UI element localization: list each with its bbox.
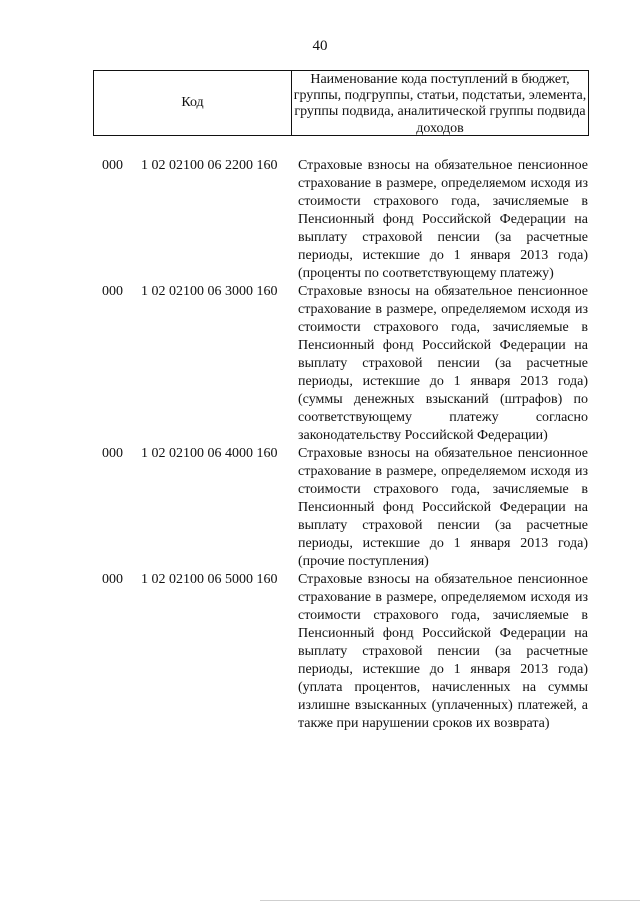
entry-name: Страховые взносы на обязательное пенсионное страхование в размере, определяемом исходя из стоимости страхового года, зачисляемые в Пенсионный фонд Российской Федерации на выплату страховой пенсии (за расчетные периоды, истекшие до 1 января 2013 года) (проценты по соответствующему платежу) [298,158,588,281]
header-name-label: Наименование кода поступлений в бюджет, группы, подгруппы, статьи, подстатьи, элемента, группы подвида, аналитической группы подвида доходов [293,72,587,136]
budget-code: 1 02 02100 06 5000 160 [141,572,278,587]
entries-list [0,157,640,733]
table-header [93,70,589,136]
entry-name: Страховые взносы на обязательное пенсионное страхование в размере, определяемом исходя из стоимости страхового года, зачисляемые в Пенсионный фонд Российской Федерации на выплату страховой пенсии (за расчетные периоды, истекшие до 1 января 2013 года) (суммы денежных взысканий (штрафов) по соответствующему платежу согласно законодательству Российской Федерации) [298,284,588,443]
budget-code: 1 02 02100 06 2200 160 [141,158,278,173]
entry-row [0,157,640,283]
budget-code: 1 02 02100 06 4000 160 [141,446,278,461]
entry-row [0,571,640,733]
entry-name: Страховые взносы на обязательное пенсионное страхование в размере, определяемом исходя из стоимости страхового года, зачисляемые в Пенсионный фонд Российской Федерации на выплату страховой пенсии (за расчетные периоды, истекшие до 1 января 2013 года) (уплата процентов, начисленных на суммы излишне взысканных (уплаченных) платежей, а также при нарушении сроков их возврата) [298,572,588,731]
scan-edge-line [260,900,640,901]
page-number: 40 [312,38,328,54]
admin-code: 000 [102,446,123,461]
admin-code: 000 [102,572,123,587]
entry-row [0,445,640,571]
admin-code: 000 [102,284,123,299]
admin-code: 000 [102,158,123,173]
budget-code: 1 02 02100 06 3000 160 [141,284,278,299]
entry-row [0,283,640,445]
header-code-label: Код [94,71,292,135]
entry-name: Страховые взносы на обязательное пенсионное страхование в размере, определяемом исходя из стоимости страхового года, зачисляемые в Пенсионный фонд Российской Федерации на выплату страховой пенсии (за расчетные периоды, истекшие до 1 января 2013 года) (прочие поступления) [298,446,588,569]
